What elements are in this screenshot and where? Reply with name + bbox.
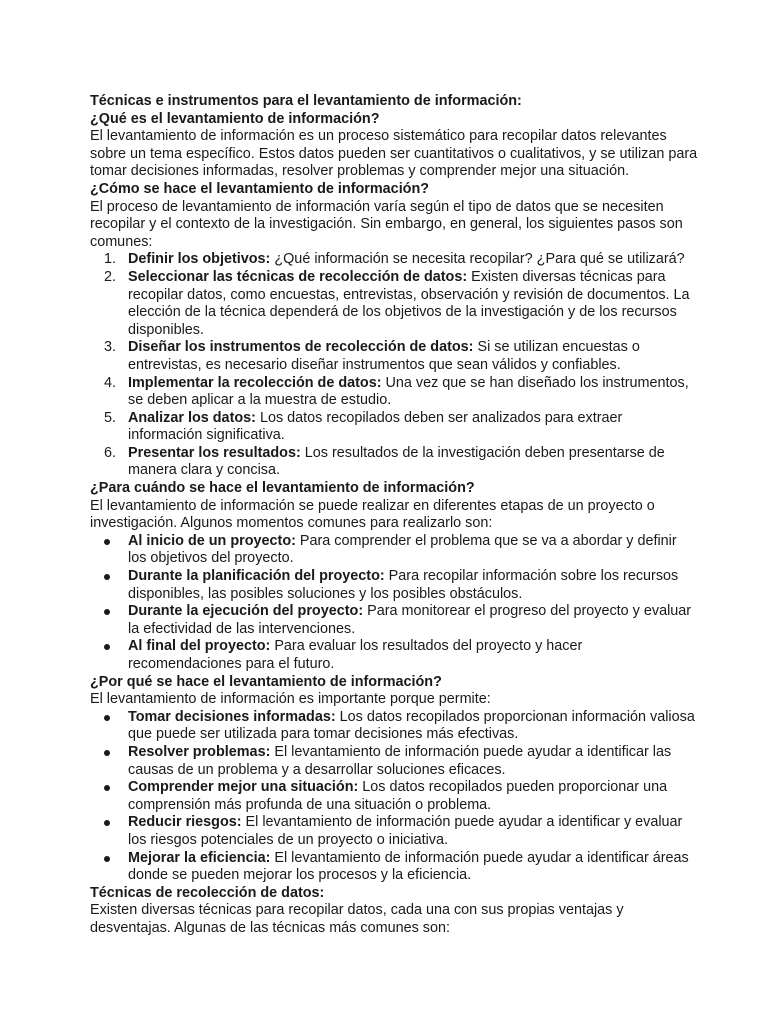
- item-text: Para comprender el problema que se va a abordar y definir los objetivos del proyecto.: [128, 532, 677, 567]
- bullet-icon: [104, 574, 110, 580]
- list-number: 5.: [103, 409, 116, 426]
- paragraph-cuando: El levantamiento de información se puede realizar en diferentes etapas de un proyecto o investigación. Algunos momentos comunes para realizarlo son:: [90, 497, 655, 532]
- list-item: [90, 814, 698, 849]
- step-label: Diseñar los instrumentos de recolección de datos:: [128, 339, 474, 356]
- step-text: Si se utilizan encuestas o entrevistas, es necesario diseñar instrumentos que sean válidos y confiables.: [128, 339, 640, 373]
- list-item: [90, 339, 698, 374]
- list-item: [90, 568, 698, 603]
- bullet-icon: [104, 715, 110, 721]
- item-text: Los datos recopilados pueden proporcionar una comprensión más profunda de una situación o problema.: [128, 779, 668, 813]
- list-item: [90, 779, 698, 814]
- bullet-icon: [104, 785, 110, 791]
- paragraph-como: El proceso de levantamiento de información varía según el tipo de datos que se necesiten recopilar y el contexto de la investigación. Sin embargo, en general, los siguientes pasos son comunes:: [90, 198, 683, 250]
- item-label: Mejorar la eficiencia:: [128, 849, 271, 866]
- item-label: Durante la planificación del proyecto:: [128, 568, 385, 585]
- section-heading-porque: ¿Por qué se hace el levantamiento de información?: [90, 673, 442, 690]
- list-item: [90, 445, 698, 480]
- bullet-icon: [104, 644, 110, 650]
- list-number: 2.: [103, 268, 116, 285]
- list-item: [90, 251, 698, 269]
- list-item: [90, 269, 698, 339]
- bullet-icon: [104, 856, 110, 862]
- item-label: Durante la ejecución del proyecto:: [128, 603, 364, 620]
- paragraph-porque: El levantamiento de información es importante porque permite:: [90, 691, 491, 708]
- item-label: Comprender mejor una situación:: [128, 779, 359, 796]
- item-label: Reducir riesgos:: [128, 814, 242, 831]
- list-number: 6.: [103, 444, 116, 461]
- section-heading-tecnicas: Técnicas de recolección de datos:: [90, 884, 325, 901]
- step-text: ¿Qué información se necesita recopilar? ¿Para qué se utilizará?: [270, 251, 685, 268]
- list-item: [90, 533, 698, 568]
- step-text: Una vez que se han diseñado los instrumentos, se deben aplicar a la muestra de estudio.: [128, 374, 689, 409]
- item-label: Tomar decisiones informadas:: [128, 708, 336, 725]
- step-text: Existen diversas técnicas para recopilar datos, como encuestas, entrevistas, observación y revisión de documentos. La elección de la técnica dependerá de los objetivos de la investigación y de los recursos disponibles.: [128, 268, 690, 338]
- list-item: [90, 850, 698, 885]
- bullet-icon: [104, 750, 110, 756]
- item-label: Al inicio de un proyecto:: [128, 532, 296, 549]
- paragraph-que: El levantamiento de información es un proceso sistemático para recopilar datos relevantes sobre un tema específico. Estos datos pueden ser cuantitativos o cualitativos, y se utilizan para tomar decisiones informadas, resolver problemas y comprender mejor una situación.: [90, 128, 698, 180]
- item-text: Los datos recopilados proporcionan información valiosa que puede ser utilizada para tomar decisiones más efectivas.: [128, 708, 695, 743]
- list-item: [90, 410, 698, 445]
- item-text: Para monitorear el progreso del proyecto y evaluar la efectividad de las intervenciones.: [128, 603, 692, 637]
- step-label: Definir los objetivos:: [128, 251, 271, 268]
- list-item: [90, 744, 698, 779]
- paragraph-tecnicas: Existen diversas técnicas para recopilar datos, cada una con sus propias ventajas y desventajas. Algunas de las técnicas más comunes son:: [90, 902, 624, 936]
- item-label: Al final del proyecto:: [128, 638, 271, 655]
- step-label: Implementar la recolección de datos:: [128, 374, 382, 391]
- item-text: El levantamiento de información puede ayudar a identificar las causas de un problema y a desarrollar soluciones eficaces.: [128, 743, 672, 778]
- section-heading-que: ¿Qué es el levantamiento de información?: [90, 110, 380, 127]
- item-label: Resolver problemas:: [128, 743, 271, 760]
- step-text: Los resultados de la investigación deben presentarse de manera clara y concisa.: [128, 444, 665, 479]
- item-text: Para recopilar información sobre los recursos disponibles, las posibles soluciones y los posibles obstáculos.: [128, 568, 679, 602]
- list-number: 3.: [103, 339, 116, 356]
- item-text: El levantamiento de información puede ayudar a identificar áreas donde se pueden mejorar los procesos y la eficiencia.: [128, 849, 689, 884]
- step-label: Presentar los resultados:: [128, 444, 301, 461]
- reasons-list: [90, 709, 698, 885]
- bullet-icon: [104, 539, 110, 545]
- step-text: Los datos recopilados deben ser analizados para extraer información significativa.: [128, 409, 623, 444]
- moments-list: [90, 533, 698, 674]
- item-text: El levantamiento de información puede ayudar a identificar y evaluar los riesgos potenciales de un proyecto o iniciativa.: [128, 814, 683, 848]
- list-item: [90, 709, 698, 744]
- steps-list: [90, 251, 698, 480]
- bullet-icon: [104, 820, 110, 826]
- list-item: [90, 603, 698, 638]
- list-item: [90, 375, 698, 410]
- step-label: Seleccionar las técnicas de recolección de datos:: [128, 268, 468, 285]
- list-number: 4.: [103, 374, 116, 391]
- section-heading-cuando: ¿Para cuándo se hace el levantamiento de información?: [90, 480, 475, 497]
- step-label: Analizar los datos:: [128, 409, 256, 426]
- section-heading-como: ¿Cómo se hace el levantamiento de información?: [90, 180, 430, 197]
- list-item: [90, 638, 698, 673]
- list-number: 1.: [103, 251, 116, 268]
- item-text: Para evaluar los resultados del proyecto y hacer recomendaciones para el futuro.: [128, 638, 583, 672]
- document-title: Técnicas e instrumentos para el levantamiento de información:: [90, 93, 522, 109]
- bullet-icon: [104, 609, 110, 615]
